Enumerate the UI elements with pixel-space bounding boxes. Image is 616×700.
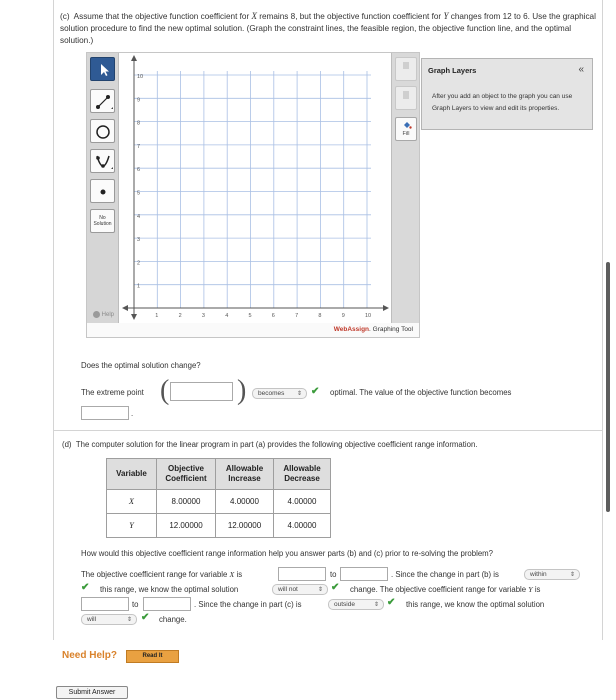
- paint-bucket-icon: [402, 120, 412, 130]
- within-select[interactable]: within ⇕: [524, 569, 580, 580]
- table-cell: X: [107, 490, 157, 514]
- change-question: Does the optimal solution change?: [81, 361, 201, 370]
- table-cell: 12.00000: [157, 514, 216, 538]
- y-tick-label: 2: [137, 260, 141, 267]
- becomes-select[interactable]: becomes ⇕: [252, 388, 307, 399]
- y-axis-arrow-up: [131, 55, 137, 61]
- check-icon: ✔: [81, 582, 90, 593]
- help-icon: [93, 311, 100, 318]
- table-cell: 12.00000: [216, 514, 274, 538]
- optimal-text: optimal. The value of the objective function becomes: [330, 388, 512, 397]
- optimal-solution-text: this range, we know the optimal solution: [406, 600, 545, 609]
- to-text: to: [132, 600, 139, 609]
- graph-layers-title: Graph Layers: [428, 66, 477, 75]
- x-axis-arrow-right: [383, 305, 389, 311]
- parabola-draw-icon[interactable]: [90, 149, 115, 173]
- graph-plot-area[interactable]: [119, 53, 391, 323]
- x-tick-label: 10: [365, 313, 372, 319]
- x-axis-arrow-left: [122, 305, 128, 311]
- since-change-c-text: . Since the change in part (c) is: [194, 600, 302, 609]
- x-tick-label: 8: [318, 313, 322, 319]
- x-tick-label: 5: [248, 313, 252, 319]
- check-icon: ✔: [387, 597, 396, 608]
- submit-answer-button[interactable]: Submit Answer: [56, 686, 128, 699]
- y-tick-label: 9: [137, 97, 141, 104]
- collapse-icon[interactable]: «: [578, 64, 584, 75]
- x-tick-label: 7: [295, 313, 299, 319]
- trash-icon[interactable]: [395, 86, 417, 110]
- x-tick-label: 2: [178, 313, 182, 319]
- frame-left-border: [53, 0, 54, 640]
- optimal-solution-text: this range, we know the optimal solution: [100, 585, 239, 594]
- section-divider: [53, 430, 603, 431]
- check-icon: ✔: [331, 582, 340, 593]
- y-tick-label: 8: [137, 120, 141, 127]
- table-cell: 8.00000: [157, 490, 216, 514]
- right-paren: ): [237, 375, 247, 406]
- help-question: How would this objective coefficient range information help you answer parts (b) and (c) prior to re-solving the problem?: [81, 549, 493, 558]
- need-help-label: Need Help?: [62, 650, 118, 661]
- will-select[interactable]: will ⇕: [81, 614, 137, 625]
- select-arrow-icon: ⇕: [569, 572, 575, 578]
- part-d-intro: (d) The computer solution for the linear program in part (a) provides the following objective coefficient range information.: [62, 440, 478, 449]
- outside-select[interactable]: outside ⇕: [328, 599, 384, 610]
- to-text: to: [330, 570, 337, 579]
- arrow-select-icon[interactable]: [90, 57, 115, 81]
- extreme-point-label: The extreme point: [81, 388, 144, 397]
- y-tick-label: 5: [137, 190, 141, 197]
- x-range-text: The objective coefficient range for variable X is: [81, 570, 243, 579]
- point-draw-icon[interactable]: [90, 179, 115, 203]
- line-draw-icon[interactable]: [90, 89, 115, 113]
- part-c-question: (c) Assume that the objective function coefficient for X remains 8, but the objective function coefficient for Y changes from 12 to 6. Use the graphical solution procedure to find the new optimal solution. (Graph the constraint lines, the feasible region, the objective function line, and the optimal solution.): [60, 11, 596, 45]
- no-solution-button[interactable]: No Solution: [90, 209, 115, 233]
- y-tick-label: 4: [137, 213, 141, 220]
- check-icon: ✔: [141, 612, 150, 623]
- select-arrow-icon: ⇕: [317, 587, 323, 593]
- graphing-tool: [86, 52, 420, 338]
- fill-button[interactable]: Fill: [395, 117, 417, 141]
- will-not-select[interactable]: will not ⇕: [272, 584, 328, 595]
- graph-layers-panel: [421, 58, 593, 130]
- table-header: Objective Coefficient: [157, 459, 216, 490]
- tool-palette: [87, 53, 119, 323]
- y-tick-label: 6: [137, 167, 141, 174]
- page-scrollbar[interactable]: [606, 262, 610, 512]
- edit-toolbar: [391, 53, 419, 323]
- period-text: .: [131, 409, 134, 418]
- table-header: Allowable Decrease: [274, 459, 331, 490]
- x-tick-label: 3: [201, 313, 205, 319]
- webassign-brand: WebAssign. Graphing Tool: [333, 326, 413, 333]
- table-header-row: [107, 459, 331, 490]
- x-tick-label: 6: [271, 313, 275, 319]
- y-tick-label: 3: [137, 237, 141, 244]
- x-tick-label: 9: [341, 313, 345, 319]
- x-range-low-input[interactable]: [278, 567, 326, 581]
- check-icon: ✔: [311, 386, 320, 397]
- table-header: Variable: [107, 459, 157, 490]
- select-arrow-icon: ⇕: [126, 617, 132, 623]
- table-cell: 4.00000: [274, 514, 331, 538]
- y-tick-label: 10: [137, 74, 144, 80]
- extreme-point-input[interactable]: [170, 382, 233, 401]
- x-range-high-input[interactable]: [340, 567, 388, 581]
- since-change-b-text: . Since the change in part (b) is: [391, 570, 499, 579]
- table-row: [107, 490, 331, 514]
- circle-draw-icon[interactable]: [90, 119, 115, 143]
- read-it-button[interactable]: Read It: [126, 650, 179, 663]
- y-tick-label: 1: [137, 283, 141, 290]
- y-range-low-input[interactable]: [81, 597, 129, 611]
- graph-layers-help: After you add an object to the graph you can use Graph Layers to view and edit its properties.: [432, 93, 573, 112]
- select-arrow-icon: ⇕: [296, 391, 302, 397]
- table-header: Allowable Increase: [216, 459, 274, 490]
- change-text: change.: [159, 615, 187, 624]
- table-cell: 4.00000: [274, 490, 331, 514]
- table-cell: 4.00000: [216, 490, 274, 514]
- objective-value-input[interactable]: [81, 406, 129, 420]
- y-tick-label: 7: [137, 143, 141, 150]
- y-range-text: change. The objective coefficient range for variable Y is: [350, 585, 541, 594]
- x-tick-label: 1: [155, 313, 159, 319]
- graph-grid[interactable]: [119, 53, 391, 323]
- y-axis-arrow-down: [131, 314, 137, 320]
- coefficient-range-table: [106, 458, 331, 538]
- y-range-high-input[interactable]: [143, 597, 191, 611]
- x-tick-label: 4: [225, 313, 229, 319]
- help-button[interactable]: Help: [93, 311, 114, 318]
- select-arrow-icon: ⇕: [373, 602, 379, 608]
- left-paren: (: [160, 375, 170, 406]
- table-row: [107, 514, 331, 538]
- table-cell: Y: [107, 514, 157, 538]
- delete-all-icon[interactable]: [395, 57, 417, 81]
- frame-right-border: [602, 0, 603, 640]
